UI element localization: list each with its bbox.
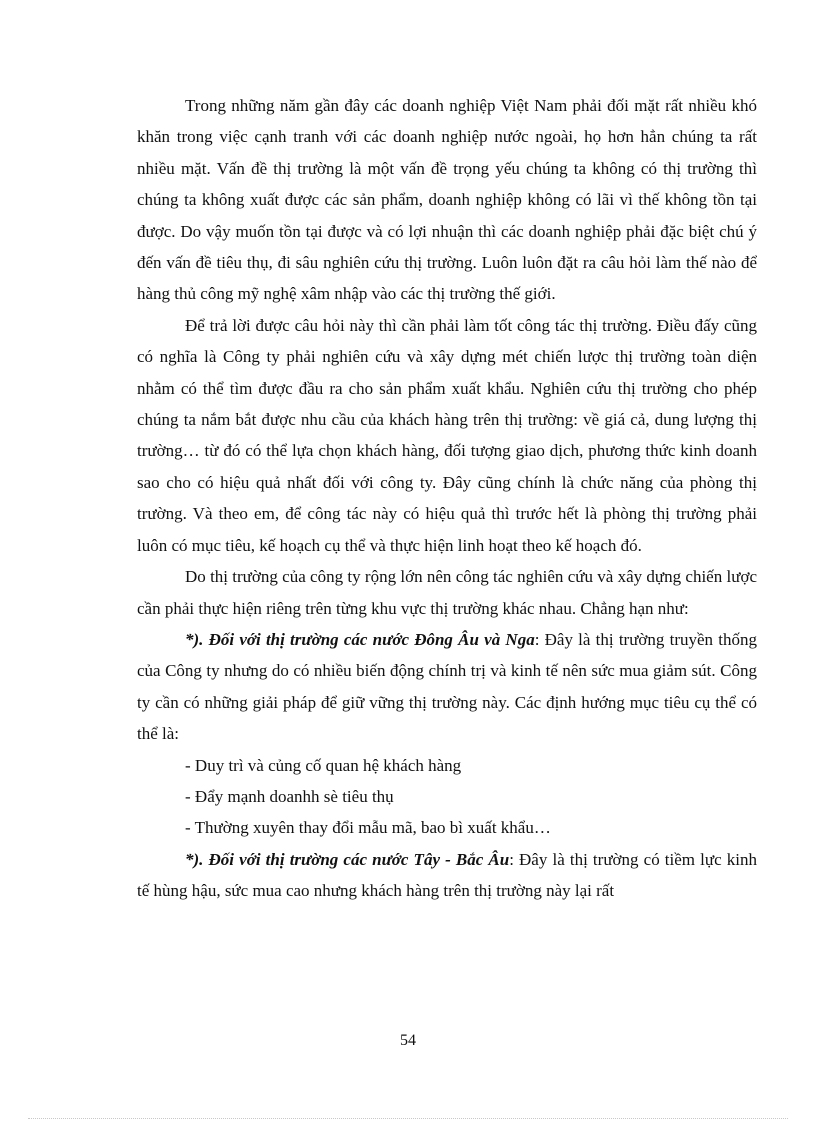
heading-eastern-europe: *). Đối với thị trường các nước Đông Âu và Nga: [185, 629, 535, 649]
paragraph-intro: Trong những năm gần đây các doanh nghiệp Việt Nam phải đối mặt rất nhiều khó khăn trong việc cạnh tranh với các doanh nghiệp nước ngoài, họ hơn hẳn chúng ta rất nhiều mặt. Vấn đề thị trường là một vấn đề trọng yếu chúng ta không có thị trường thì chúng ta không xuất được các sản phẩm, doanh nghiệp không có lãi vì thế không tồn tại được. Do vậy muốn tồn tại được và có lợi nhuận thì các doanh nghiệp phải đặc biệt chú ý đến vấn đề tiêu thụ, đi sâu nghiên cứu thị trường. Luôn luôn đặt ra câu hỏi làm thế nào để hàng thủ công mỹ nghệ xâm nhập vào các thị trường thế giới.: [137, 96, 757, 304]
heading-western-europe: *). Đối với thị trường các nước Tây - Bắc Âu: [185, 849, 510, 869]
page-bottom-border: [28, 1118, 788, 1119]
text-western-europe: : Đây là thị trường có tiềm lực kinh tế hùng hậu, sức mua cao nhưng khách hàng trên thị trường này lại rất: [137, 849, 757, 901]
body-text: [137, 90, 757, 907]
bullet-item: - Đẩy mạnh doanhh sè tiêu thụ: [185, 786, 394, 806]
paragraph-market-research: Để trả lời được câu hỏi này thì cần phải làm tốt công tác thị trường. Điều đấy cũng có nghĩa là Công ty phải nghiên cứu và xây dựng mét chiến lược thị trường toàn diện nhằm có thể tìm được đầu ra cho sản phẩm xuất khẩu. Nghiên cứu thị trường cho phép chúng ta nắm bắt được nhu cầu của khách hàng trên thị trường: về giá cả, dung lượng thị trường… từ đó có thể lựa chọn khách hàng, đối tượng giao dịch, phương thức kinh doanh sao cho có hiệu quả nhất đối với công ty. Đây cũng chính là chức năng của phòng thị trường. Và theo em, để công tác này có hiệu quả thì trước hết là phòng thị trường phải luôn có mục tiêu, kế hoạch cụ thể và thực hiện linh hoạt theo kế hoạch đó.: [137, 315, 757, 555]
page-number: 54: [400, 1032, 416, 1049]
paragraph-regional-strategy: Do thị trường của công ty rộng lớn nên công tác nghiên cứu và xây dựng chiến lược cần phải thực hiện riêng trên từng khu vực thị trường khác nhau. Chẳng hạn như:: [137, 567, 757, 618]
bullet-item: - Duy trì và củng cố quan hệ khách hàng: [185, 755, 462, 775]
text-eastern-europe: : Đây là thị trường truyền thống của Công ty nhưng do có nhiều biến động chính trị và kinh tế nên sức mua giảm sút. Công ty cần có những giải pháp để giữ vững thị trường này. Các định hướng mục tiêu cụ thể có thể là:: [137, 629, 757, 744]
paragraph-eastern-europe: [137, 624, 757, 750]
paragraph-western-europe: [137, 844, 757, 907]
bullet-item: - Thường xuyên thay đổi mẫu mã, bao bì xuất khẩu…: [185, 818, 551, 838]
